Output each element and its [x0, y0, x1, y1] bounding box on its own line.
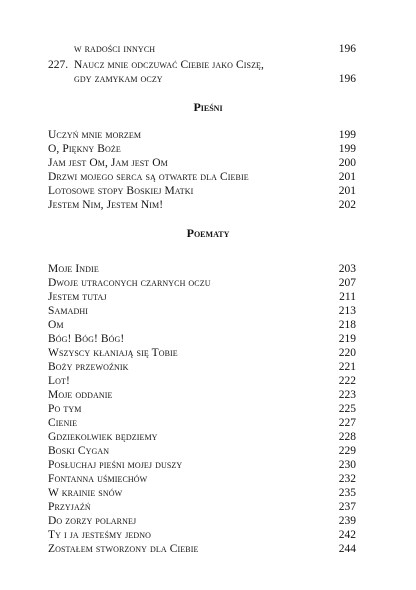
- toc-entry-title: Ty i ja jesteśmy jedno: [48, 529, 151, 541]
- toc-entry-page: 211: [339, 291, 356, 303]
- toc-entry: [48, 486, 356, 500]
- toc-entry: [48, 276, 356, 290]
- toc-entry-title: Fontanna uśmiechów: [48, 473, 148, 485]
- toc-entry-title: Moje oddanie: [48, 389, 113, 401]
- toc-entry: [48, 374, 356, 388]
- toc-entry-title: Uczyń mnie morzem: [48, 129, 142, 141]
- toc-entry-title: Posłuchaj pieśni mojej duszy: [48, 459, 183, 471]
- toc-entry-page: 196: [338, 43, 356, 55]
- toc-entry-page: 200: [338, 157, 356, 169]
- toc-entry: [48, 542, 356, 556]
- toc-entry: [48, 262, 356, 276]
- toc-entry: [48, 346, 356, 360]
- section-heading: Poematy: [186, 226, 230, 240]
- toc-entry-page: 201: [338, 185, 356, 197]
- toc-entry: [48, 128, 356, 142]
- toc-entry-title: Lot!: [48, 375, 70, 387]
- toc-entry-title: Po tym: [48, 403, 82, 415]
- toc-entry-page: 201: [338, 171, 356, 183]
- toc-entry-page: 222: [338, 375, 356, 387]
- toc-entry-title: Cienie: [48, 417, 78, 429]
- toc-entry: [48, 198, 356, 212]
- toc-entry: [48, 500, 356, 514]
- toc-entry: [48, 156, 356, 170]
- toc-entry-page: 221: [338, 361, 356, 373]
- toc-entry-title: Jestem tutaj: [48, 291, 107, 303]
- toc-entry-page: 203: [338, 263, 356, 275]
- toc-entry-page: 213: [338, 305, 356, 317]
- toc-entry-page: 207: [338, 277, 356, 289]
- toc-entry-page: 227: [338, 417, 356, 429]
- toc-entry: [48, 444, 356, 458]
- toc-entry: [48, 42, 356, 56]
- toc-entry: [48, 458, 356, 472]
- toc-entry-title: Przyjaźń: [48, 501, 91, 513]
- toc-entry-page: 235: [338, 487, 356, 499]
- toc-entry: [48, 360, 356, 374]
- toc-entry: [48, 402, 356, 416]
- toc-entry-title: Dwoje utraconych czarnych oczu: [48, 277, 211, 289]
- toc-entry-title: Wszyscy kłaniają się Tobie: [48, 347, 178, 359]
- toc-entry: [48, 318, 356, 332]
- toc-entry: [48, 290, 356, 304]
- toc-entry-page: 237: [338, 501, 356, 513]
- toc-entry-title: w radości innych: [74, 43, 156, 55]
- section-heading: Pieśni: [193, 100, 223, 114]
- toc-entry-page: 229: [338, 445, 356, 457]
- toc-entry: [48, 184, 356, 198]
- toc-entry-page: 199: [338, 129, 356, 141]
- toc-entry-page: 199: [338, 143, 356, 155]
- toc-entry-title: Lotosowe stopy Boskiej Matki: [48, 185, 194, 197]
- toc-entry-page: 220: [338, 347, 356, 359]
- toc-entry-page: 244: [338, 543, 356, 555]
- toc-entry-title: Naucz mnie odczuwać Ciebie jako Ciszę,: [74, 59, 265, 71]
- toc-entry: [48, 528, 356, 542]
- toc-entry: [48, 472, 356, 486]
- toc-entry: [48, 58, 356, 72]
- toc-entry-page: 218: [338, 319, 356, 331]
- toc-entry: [48, 514, 356, 528]
- toc-entry-title: W krainie snów: [48, 487, 123, 499]
- toc-entry: [48, 388, 356, 402]
- toc-entry-page: 239: [338, 515, 356, 527]
- toc-entry: [48, 332, 356, 346]
- toc-entry-page: 242: [338, 529, 356, 541]
- toc-entry-page: 232: [338, 473, 356, 485]
- toc-entry-number: 227.: [48, 59, 69, 71]
- toc-entry-page: 196: [338, 73, 356, 85]
- toc-entry-title: Do zorzy polarnej: [48, 515, 137, 527]
- toc-entry: [48, 304, 356, 318]
- toc-entry-page: 225: [338, 403, 356, 415]
- toc-entry-page: 202: [338, 199, 356, 211]
- toc-entry-title: Drzwi mojego serca są otwarte dla Ciebie: [48, 171, 249, 183]
- toc-entry-title: Boży przewoźnik: [48, 361, 129, 373]
- toc-entry: [48, 72, 356, 86]
- toc-entry-title: Zostałem stworzony dla Ciebie: [48, 543, 199, 555]
- toc-entry-title: O, Piękny Boże: [48, 143, 121, 155]
- toc-entry-title: Moje Indie: [48, 263, 99, 275]
- toc-entry: [48, 142, 356, 156]
- toc-entry-title: Boski Cygan: [48, 445, 110, 457]
- toc-entry: [48, 430, 356, 444]
- toc-entry-page: 228: [338, 431, 356, 443]
- toc-entry-title: Samadhi: [48, 305, 88, 317]
- toc-entry-title: Gdziekolwiek będziemy: [48, 431, 158, 443]
- toc-entry-page: 223: [338, 389, 356, 401]
- toc-entry: [48, 170, 356, 184]
- toc-entry-title: Jestem Nim, Jestem Nim!: [48, 199, 164, 211]
- toc-entry: [48, 416, 356, 430]
- toc-entry-page: 219: [338, 333, 356, 345]
- toc-entry-title: Jam jest Om, Jam jest Om: [48, 157, 168, 169]
- toc-entry-title: Om: [48, 319, 64, 331]
- toc-entry-title: Bóg! Bóg! Bóg!: [48, 333, 125, 345]
- toc-entry-title: gdy zamykam oczy: [74, 73, 163, 85]
- toc-entry-page: 230: [338, 459, 356, 471]
